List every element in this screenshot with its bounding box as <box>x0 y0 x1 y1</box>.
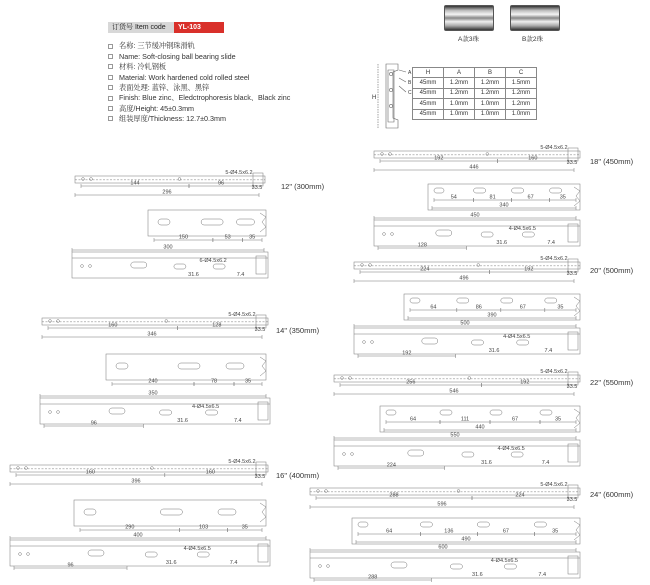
outer-rail <box>10 465 268 472</box>
slot-hole <box>226 363 244 369</box>
round-hole <box>327 565 330 568</box>
release-tab <box>574 521 580 540</box>
table-cell: 1.0mm <box>475 99 506 109</box>
hole-note: 31.6 <box>488 348 500 354</box>
slot-hole <box>450 564 462 569</box>
size-label-16: 16" (400mm) <box>276 471 320 480</box>
middle-dimension: 150 <box>178 234 189 241</box>
hole-note: 7.4 <box>538 572 547 578</box>
hole-note: 33.5 <box>566 384 578 390</box>
table-cell: 1.2mm <box>475 78 506 88</box>
slot-hole <box>550 188 562 193</box>
hole-note: 7.4 <box>544 348 553 354</box>
hole-note: 33.5 <box>566 497 578 503</box>
top-dimension: 192 <box>524 266 534 273</box>
hole-note: 5-Ø4.5x6.2 <box>540 482 568 488</box>
slot-hole <box>522 232 534 237</box>
slot-hole <box>88 550 104 556</box>
outer-rail <box>354 262 580 269</box>
top-dimension-overall: 596 <box>437 501 447 508</box>
middle-dimension: 78 <box>210 378 218 385</box>
outer-rail <box>374 151 580 158</box>
outer-rail <box>75 176 265 183</box>
table-cell: 1.0mm <box>444 99 475 109</box>
bottom-dimension: 192 <box>402 350 412 357</box>
hole-note: 7.4 <box>541 460 550 466</box>
hole-note: 5-Ø4.5x6.2 <box>540 145 568 151</box>
hole-note: 31.6 <box>496 240 508 246</box>
end-bracket <box>568 556 578 574</box>
bottom-dimension: 224 <box>386 462 396 469</box>
top-dimension: 224 <box>515 492 525 499</box>
spec-text: 组装厚度/Thickness: 12.7±0.3mm <box>119 113 226 123</box>
hole-note: 7.4 <box>229 560 238 566</box>
slot-hole <box>218 509 236 515</box>
bottom-dimension-overall: 450 <box>470 212 480 219</box>
size-label-22: 22" (550mm) <box>590 378 634 387</box>
hole-note: 5-Ø4.5x6.2 <box>228 312 256 318</box>
slot-hole <box>386 410 396 415</box>
middle-dimension-overall: 340 <box>499 202 509 209</box>
top-dimension-overall: 446 <box>469 164 479 171</box>
top-dimension-overall: 296 <box>162 189 172 196</box>
round-hole <box>383 233 386 236</box>
hole-note: 6-Ø4.5x6.2 <box>199 258 227 264</box>
item-code-label: 订货号 Item code <box>108 22 174 33</box>
hole-note: 4-Ø4.5x6.5 <box>508 226 536 232</box>
middle-dimension: 35 <box>244 378 252 385</box>
top-dimension: 192 <box>520 379 530 386</box>
middle-dimension: 240 <box>148 378 158 385</box>
photo-a-caption: A款3珠 <box>458 36 479 43</box>
top-dimension: 160 <box>528 155 538 162</box>
middle-dimension: 67 <box>511 416 519 423</box>
bottom-dimension: 96 <box>90 420 97 427</box>
end-bracket <box>258 402 268 420</box>
top-dimension: 224 <box>420 266 430 273</box>
hole-note: 31.6 <box>177 418 188 424</box>
spec-text: Material: Work hardened cold rolled steel <box>119 72 250 82</box>
cabinet-rail <box>74 500 266 526</box>
middle-dimension: 35 <box>557 304 564 311</box>
top-dimension-overall: 396 <box>131 478 141 485</box>
table-cell: 45mm <box>413 99 444 109</box>
end-bracket <box>256 256 266 274</box>
top-dimension: 160 <box>85 469 95 476</box>
top-dimension-overall: 346 <box>147 331 157 338</box>
middle-dimension: 67 <box>527 194 534 201</box>
hole-note: 5-Ø4.5x6.2 <box>228 459 256 465</box>
top-dimension: 96 <box>217 180 225 187</box>
slot-hole <box>160 509 182 515</box>
slot-hole <box>490 410 502 415</box>
top-dimension: 256 <box>406 379 416 386</box>
table-header-cell: C <box>506 68 537 78</box>
hole-note: 4-Ø4.5x6.5 <box>490 558 519 564</box>
middle-dimension: 35 <box>241 524 248 531</box>
middle-dimension: 64 <box>409 416 417 423</box>
middle-dimension: 103 <box>199 524 209 531</box>
slot-hole <box>408 450 424 456</box>
hole-note: 31.6 <box>481 460 492 466</box>
hole-note: 31.6 <box>165 560 177 566</box>
size-label-24: 24" (600mm) <box>590 490 634 499</box>
hole-note: 4-Ø4.5x6.5 <box>503 334 531 340</box>
hole-note: 33.5 <box>254 327 266 333</box>
slot-hole <box>545 298 557 303</box>
slot-hole <box>420 522 432 527</box>
end-bracket <box>568 224 578 242</box>
end-bracket <box>568 444 578 462</box>
round-hole <box>391 233 394 236</box>
slot-hole <box>511 452 523 457</box>
middle-dimension: 35 <box>559 194 566 201</box>
slide-drawings <box>10 148 580 582</box>
bottom-dimension-overall: 350 <box>148 390 158 397</box>
outer-rail <box>42 318 268 325</box>
middle-dimension: 86 <box>475 304 482 311</box>
middle-dimension-overall: 440 <box>475 424 485 431</box>
hole-note: 31.6 <box>188 272 199 278</box>
slot-hole <box>178 363 200 369</box>
bottom-dimension: 128 <box>417 242 427 249</box>
table-cell: 1.2mm <box>506 99 537 109</box>
slot-hole <box>534 522 546 527</box>
bottom-dimension-overall: 400 <box>133 532 143 539</box>
slot-hole <box>462 452 474 457</box>
table-cell: 1.2mm <box>506 88 537 98</box>
slot-hole <box>501 298 513 303</box>
table-cell: 1.0mm <box>475 109 506 119</box>
spec-text: 材料: 冷轧钢板 <box>119 61 167 71</box>
round-hole <box>57 411 60 414</box>
top-dimension: 160 <box>108 322 118 329</box>
slot-hole <box>206 410 218 415</box>
table-cell: 45mm <box>413 78 444 88</box>
release-tab <box>574 297 580 316</box>
end-bracket <box>258 544 268 562</box>
spec-text: 名称: 三节缓冲钢珠滑轨 <box>119 41 195 51</box>
hole-note: 33.5 <box>251 185 263 191</box>
slot-hole <box>457 298 469 303</box>
slot-hole <box>131 262 147 268</box>
diagram-label-c: C <box>408 90 412 96</box>
hole-note: 31.6 <box>472 572 483 578</box>
middle-dimension-overall: 490 <box>461 536 471 543</box>
round-hole <box>468 377 471 380</box>
bottom-dimension-overall: 550 <box>450 432 460 439</box>
top-dimension: 144 <box>130 180 140 187</box>
slot-hole <box>84 509 96 515</box>
release-tab <box>574 409 580 428</box>
cross-section-diagram <box>378 64 406 128</box>
middle-dimension: 67 <box>519 304 526 311</box>
slot-hole <box>116 363 128 369</box>
diagram-label-h: H <box>372 95 377 101</box>
slot-hole <box>145 552 157 557</box>
slot-hole <box>160 410 172 415</box>
release-tab <box>260 357 266 376</box>
hole-note: 5-Ø4.5x6.2 <box>540 256 568 262</box>
slot-hole <box>213 264 225 269</box>
slot-hole <box>517 340 529 345</box>
slot-hole <box>436 230 452 236</box>
round-hole <box>19 553 22 556</box>
hole-note: 7.4 <box>547 240 555 246</box>
middle-dimension: 35 <box>249 234 256 241</box>
middle-dimension: 54 <box>450 194 457 201</box>
middle-dimension-overall: 390 <box>487 312 497 319</box>
hole-note: 33.5 <box>254 474 266 480</box>
slot-hole <box>391 562 407 568</box>
table-cell: 1.2mm <box>444 78 475 88</box>
item-code-value: YL-103 <box>174 22 224 33</box>
release-tab <box>260 213 266 232</box>
table-cell: 1.0mm <box>506 109 537 119</box>
spec-text: Name: Soft-closing ball bearing slide <box>119 52 236 62</box>
size-label-12: 12" (300mm) <box>281 182 325 191</box>
slot-hole <box>477 522 489 527</box>
diagram-label-a: A <box>408 70 412 76</box>
slot-hole <box>237 219 255 225</box>
table-cell: 1.2mm <box>475 88 506 98</box>
middle-dimension: 35 <box>554 416 562 423</box>
cabinet-rail <box>106 354 266 380</box>
middle-dimension: 67 <box>502 528 509 535</box>
round-hole <box>319 565 322 568</box>
hole-note: 5-Ø4.5x6.2 <box>540 369 568 375</box>
slot-hole <box>109 408 125 414</box>
slot-hole <box>512 188 524 193</box>
top-dimension: 288 <box>389 492 399 499</box>
slot-hole <box>174 264 186 269</box>
hole-note: 5-Ø4.5x6.2 <box>225 170 253 176</box>
end-bracket <box>568 332 578 350</box>
hole-note: 33.5 <box>566 160 578 166</box>
round-hole <box>178 178 181 181</box>
hole-note: 4-Ø4.5x6.5 <box>183 546 211 552</box>
round-hole <box>81 265 84 268</box>
hole-note: 4-Ø4.5x6.5 <box>191 404 220 410</box>
top-dimension: 192 <box>434 155 444 162</box>
release-tab <box>260 503 266 522</box>
bottom-dimension-overall: 600 <box>438 544 448 551</box>
outer-rail <box>310 488 580 495</box>
slot-hole <box>410 298 420 303</box>
size-label-18: 18" (450mm) <box>590 157 634 166</box>
slot-hole <box>422 338 438 344</box>
slot-hole <box>540 410 552 415</box>
slot-hole <box>201 219 223 225</box>
table-cell: 1.0mm <box>444 109 475 119</box>
table-cell: 45mm <box>413 109 444 119</box>
bottom-dimension-overall: 300 <box>163 244 173 251</box>
hole-note: 7.4 <box>236 272 245 278</box>
spec-text: Finish: Blue zinc、Eledctrophoresis black、Black zinc <box>119 93 291 103</box>
bottom-dimension: 288 <box>368 574 378 581</box>
table-header-cell: B <box>475 68 506 78</box>
diagram-label-b: B <box>408 80 412 86</box>
middle-dimension: 290 <box>125 524 135 531</box>
middle-dimension: 64 <box>386 528 393 535</box>
slot-hole <box>158 219 170 225</box>
table-cell: 1.2mm <box>444 88 475 98</box>
top-dimension: 160 <box>205 469 215 476</box>
slot-hole <box>472 340 484 345</box>
middle-dimension: 64 <box>430 304 437 311</box>
hole-note: 33.5 <box>566 271 578 277</box>
size-label-20: 20" (500mm) <box>590 266 634 275</box>
round-hole <box>371 341 374 344</box>
middle-dimension: 81 <box>489 194 496 201</box>
table-cell: 1.5mm <box>506 78 537 88</box>
photo-b-caption: B款2珠 <box>522 36 543 43</box>
slot-hole <box>358 522 368 527</box>
middle-dimension: 35 <box>552 528 559 535</box>
cabinet-rail <box>148 210 266 236</box>
spec-text: 高度/Height: 45±0.3mm <box>119 103 195 113</box>
release-tab <box>574 187 580 206</box>
round-hole <box>27 553 30 556</box>
slot-hole <box>474 188 486 193</box>
round-hole <box>89 265 92 268</box>
middle-dimension: 111 <box>460 416 470 423</box>
slot-hole <box>504 564 516 569</box>
bottom-dimension-overall: 500 <box>460 320 470 327</box>
table-header-cell: A <box>444 68 475 78</box>
middle-dimension: 136 <box>444 528 454 535</box>
top-dimension: 128 <box>212 322 222 329</box>
slot-hole <box>197 552 209 557</box>
middle-dimension: 53 <box>224 234 231 241</box>
top-dimension-overall: 496 <box>459 275 469 282</box>
slot-hole <box>481 232 493 237</box>
hole-note: 7.4 <box>233 418 242 424</box>
bottom-dimension: 96 <box>67 562 74 569</box>
top-dimension-overall: 546 <box>449 388 459 395</box>
size-label-14: 14" (350mm) <box>276 326 320 335</box>
spec-text: 表面处理: 蓝锌、泳黑、黑锌 <box>119 82 210 92</box>
slide-drawing-labels <box>67 145 577 581</box>
outer-rail <box>334 375 580 382</box>
round-hole <box>351 453 354 456</box>
table-header-cell: H <box>413 68 444 78</box>
hole-note: 4-Ø4.5x6.5 <box>497 446 525 452</box>
round-hole <box>49 411 52 414</box>
round-hole <box>363 341 366 344</box>
slot-hole <box>440 410 452 415</box>
round-hole <box>343 453 346 456</box>
table-cell: 45mm <box>413 88 444 98</box>
slot-hole <box>434 188 444 193</box>
